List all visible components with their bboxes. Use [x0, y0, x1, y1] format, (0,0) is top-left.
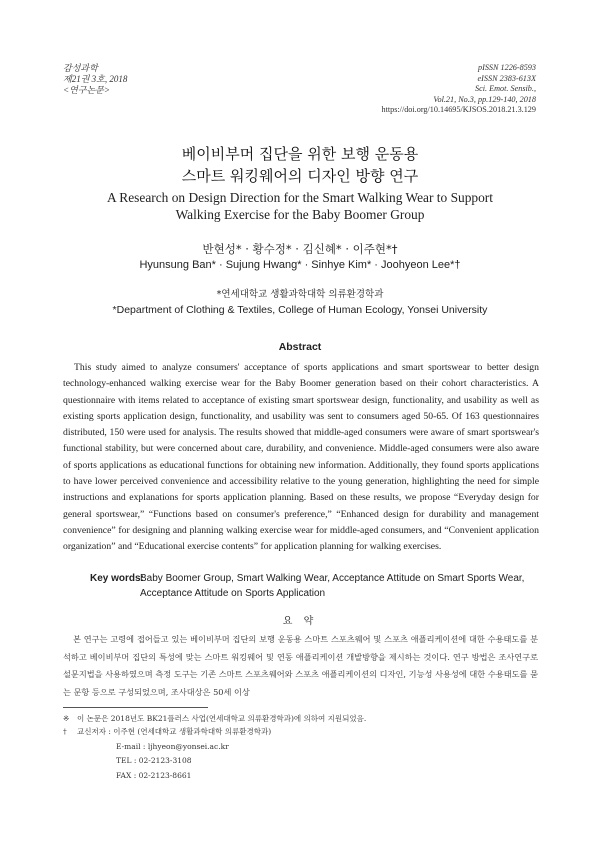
journal-header-left	[63, 63, 127, 96]
footnote-funding	[63, 713, 533, 725]
abstract-body: This study aimed to analyze consumers' acceptance of sports applications and smart sportswear to better design technology-enhanced walking exercise wear for the Baby Boomer generation based on their cohort characteristics. A questionnaire with items related to acceptance of existing smart sportswear design, functionality, and usability as well as existing sports application design, functionality, and usability was sent to consumers aged 50-65. Of 163 questionnaires distributed, 150 were used for analysis. The results showed that middle-aged consumers were aware of smart sportswear's functional stability, but were concerned about care, durability, and convenience. Middle-aged consumers were also aware of sports applications as educational functions for obtaining new information. Additionally, they found sports applications to have lower perceived convenience and accessibility relative to the young generation, highlighting the need for simple instructions and explanations for sports application planning. Based on these results, we propose “Everyday design for general sportswear,” “Functions based on consumer's preference,” “Enhanced design for durability and management convenience” for designing and planning walking exercise wear for middle-aged consumers, and “Convenient application organization” and “Educational exercise contents” for application planning for walking exercises.	[63, 362, 539, 553]
authors-english: Hyunsung Ban* · Sujung Hwang* · Sinhye Kim* · Joohyeon Lee*†	[139, 259, 461, 271]
journal-header-right	[381, 63, 536, 116]
volume-pages: Vol.21, No.3, pp.129-140, 2018	[433, 94, 536, 104]
article-type: <연구논문>	[63, 85, 110, 95]
affiliation-english: *Department of Clothing & Textiles, College of Human Ecology, Yonsei University	[112, 304, 488, 316]
abstract-heading: Abstract	[278, 341, 322, 353]
pissn: pISSN 1226-8593	[478, 63, 536, 72]
title-korean	[0, 143, 600, 187]
title-korean-line1: 베이비부머 집단을 위한 보행 운동용	[181, 145, 419, 163]
footnote-corresponding-author	[63, 726, 533, 738]
title-english	[0, 189, 600, 223]
keywords-label: Key words:	[90, 573, 144, 584]
contact-info	[116, 740, 229, 783]
affiliation-korean: *연세대학교 생활과학대학 의류환경학과	[216, 289, 384, 300]
footnote-dagger-mark: †	[63, 727, 67, 736]
keywords	[90, 571, 545, 601]
journal-name: 감성과학	[63, 63, 98, 73]
doi-link[interactable]: https://doi.org/10.14695/KJSOS.2018.21.3.129	[381, 105, 536, 115]
keywords-text: Baby Boomer Group, Smart Walking Wear, Acceptance Attitude on Smart Sports Wear, Acceptance Attitude on Sports Application	[140, 573, 525, 599]
title-english-line1: A Research on Design Direction for the Smart Walking Wear to Support	[107, 190, 493, 205]
footnote-divider	[63, 707, 208, 708]
eissn: eISSN 2383-613X	[477, 73, 536, 83]
summary-body: 본 연구는 고령에 접어들고 있는 베이비부머 집단의 보행 운동용 스마트 스포츠웨어 및 스포츠 애플리케이션에 대한 수용태도를 분석하고 베이비부머 집단의 특성에 맞는 스마트 워킹웨어 및 연동 애플리케이션 개발방향을 제시하는 것이다. 연구 방법은 조사연구로 설문지법을 사용하였으며 측정 도구는 기존 스마트 스포츠웨어와 스포츠 애플리케이션의 디자인, 기능성 사용성에 대한 수용태도를 묻는 문항 등으로 구성되었으며, 조사대상은 50세 이상	[63, 634, 538, 697]
authors-korean: 반현성* · 황수정* · 김신혜* · 이주현*†	[202, 242, 398, 256]
contact-fax: FAX : 02-2123-8661	[116, 770, 192, 780]
footnote-funding-text: 이 논문은 2018년도 BK21플러스 사업(연세대학교 의류환경학과)에 의하여 지원되었음.	[77, 714, 367, 723]
title-english-line2: Walking Exercise for the Baby Boomer Group	[175, 207, 425, 222]
contact-tel: TEL : 02-2123-3108	[116, 756, 192, 766]
volume-issue: 제21권 3호, 2018	[63, 74, 128, 84]
footnote-funding-mark: ※	[63, 714, 70, 723]
summary-heading: 요 약	[282, 616, 318, 627]
footnote-author-text: 교신저자 : 이주현 (연세대학교 생활과학대학 의류환경학과)	[77, 727, 272, 736]
contact-email[interactable]: E-mail : ljhyeon@yonsei.ac.kr	[116, 742, 229, 751]
journal-abbreviation: Sci. Emot. Sensib.,	[475, 84, 536, 94]
title-korean-line2: 스마트 워킹웨어의 디자인 방향 연구	[181, 167, 419, 185]
